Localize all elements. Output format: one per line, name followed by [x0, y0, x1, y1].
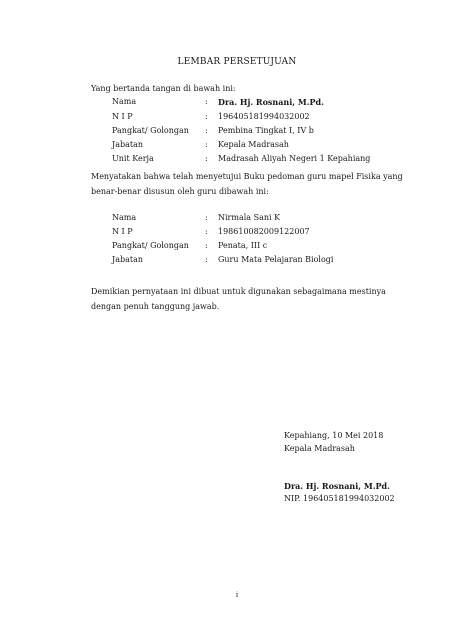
- field-value: Penata, III c: [218, 241, 268, 250]
- field-label: Pangkat/ Golongan: [112, 241, 189, 250]
- signature-position: Kepala Madrasah: [284, 444, 355, 453]
- field-value: Dra. Hj. Rosnani, M.Pd.: [218, 97, 324, 107]
- teacher-row-position: [0, 255, 474, 265]
- field-separator: :: [205, 97, 208, 106]
- signer-row-position: [0, 140, 474, 150]
- field-label: Pangkat/ Golongan: [112, 126, 189, 135]
- field-value: Guru Mata Pelajaran Biologi: [218, 255, 334, 264]
- field-label: Jabatan: [112, 255, 144, 264]
- field-separator: :: [205, 154, 208, 163]
- field-label: Jabatan: [112, 140, 144, 149]
- field-label: Nama: [112, 213, 137, 222]
- field-value: 198610082009122007: [218, 227, 310, 236]
- teacher-row-nip: [0, 227, 474, 237]
- signature-name: Dra. Hj. Rosnani, M.Pd.: [284, 481, 390, 491]
- teacher-row-rank: [0, 241, 474, 251]
- field-separator: :: [205, 140, 208, 149]
- signer-row-rank: [0, 126, 474, 136]
- field-value: Nirmala Sani K: [218, 213, 281, 222]
- signature-nip: NIP. 196405181994032002: [284, 494, 395, 503]
- signer-row-unit: [0, 154, 474, 164]
- field-label: Unit Kerja: [112, 154, 154, 163]
- field-label: N I P: [112, 112, 133, 121]
- teacher-row-name: [0, 213, 474, 223]
- signer-row-nip: [0, 112, 474, 122]
- signature-place-date: Kepahiang, 10 Mei 2018: [284, 431, 384, 440]
- field-label: N I P: [112, 227, 133, 236]
- field-label: Nama: [112, 97, 137, 106]
- field-separator: :: [205, 213, 208, 222]
- field-separator: :: [205, 255, 208, 264]
- statement-paragraph: Menyatakan bahwa telah menyetujui Buku pedoman guru mapel Fisika yang benar-benar disusun oleh guru dibawah ini:: [91, 172, 403, 196]
- field-value: Kepala Madrasah: [218, 140, 289, 149]
- closing-paragraph: Demikian pernyataan ini dibuat untuk digunakan sebagaimana mestinya dengan penuh tanggung jawab.: [91, 287, 386, 311]
- field-separator: :: [205, 241, 208, 250]
- document-title: LEMBAR PERSETUJUAN: [177, 57, 297, 67]
- page-number: i: [235, 591, 239, 599]
- field-value: Pembina Tingkat I, IV b: [218, 126, 314, 135]
- signer-row-name: [0, 97, 474, 107]
- field-value: 196405181994032002: [218, 112, 310, 121]
- intro-text: Yang bertanda tangan di bawah ini:: [91, 84, 236, 93]
- field-separator: :: [205, 112, 208, 121]
- field-separator: :: [205, 126, 208, 135]
- field-separator: :: [205, 227, 208, 236]
- field-value: Madrasah Aliyah Negeri 1 Kepahiang: [218, 154, 371, 163]
